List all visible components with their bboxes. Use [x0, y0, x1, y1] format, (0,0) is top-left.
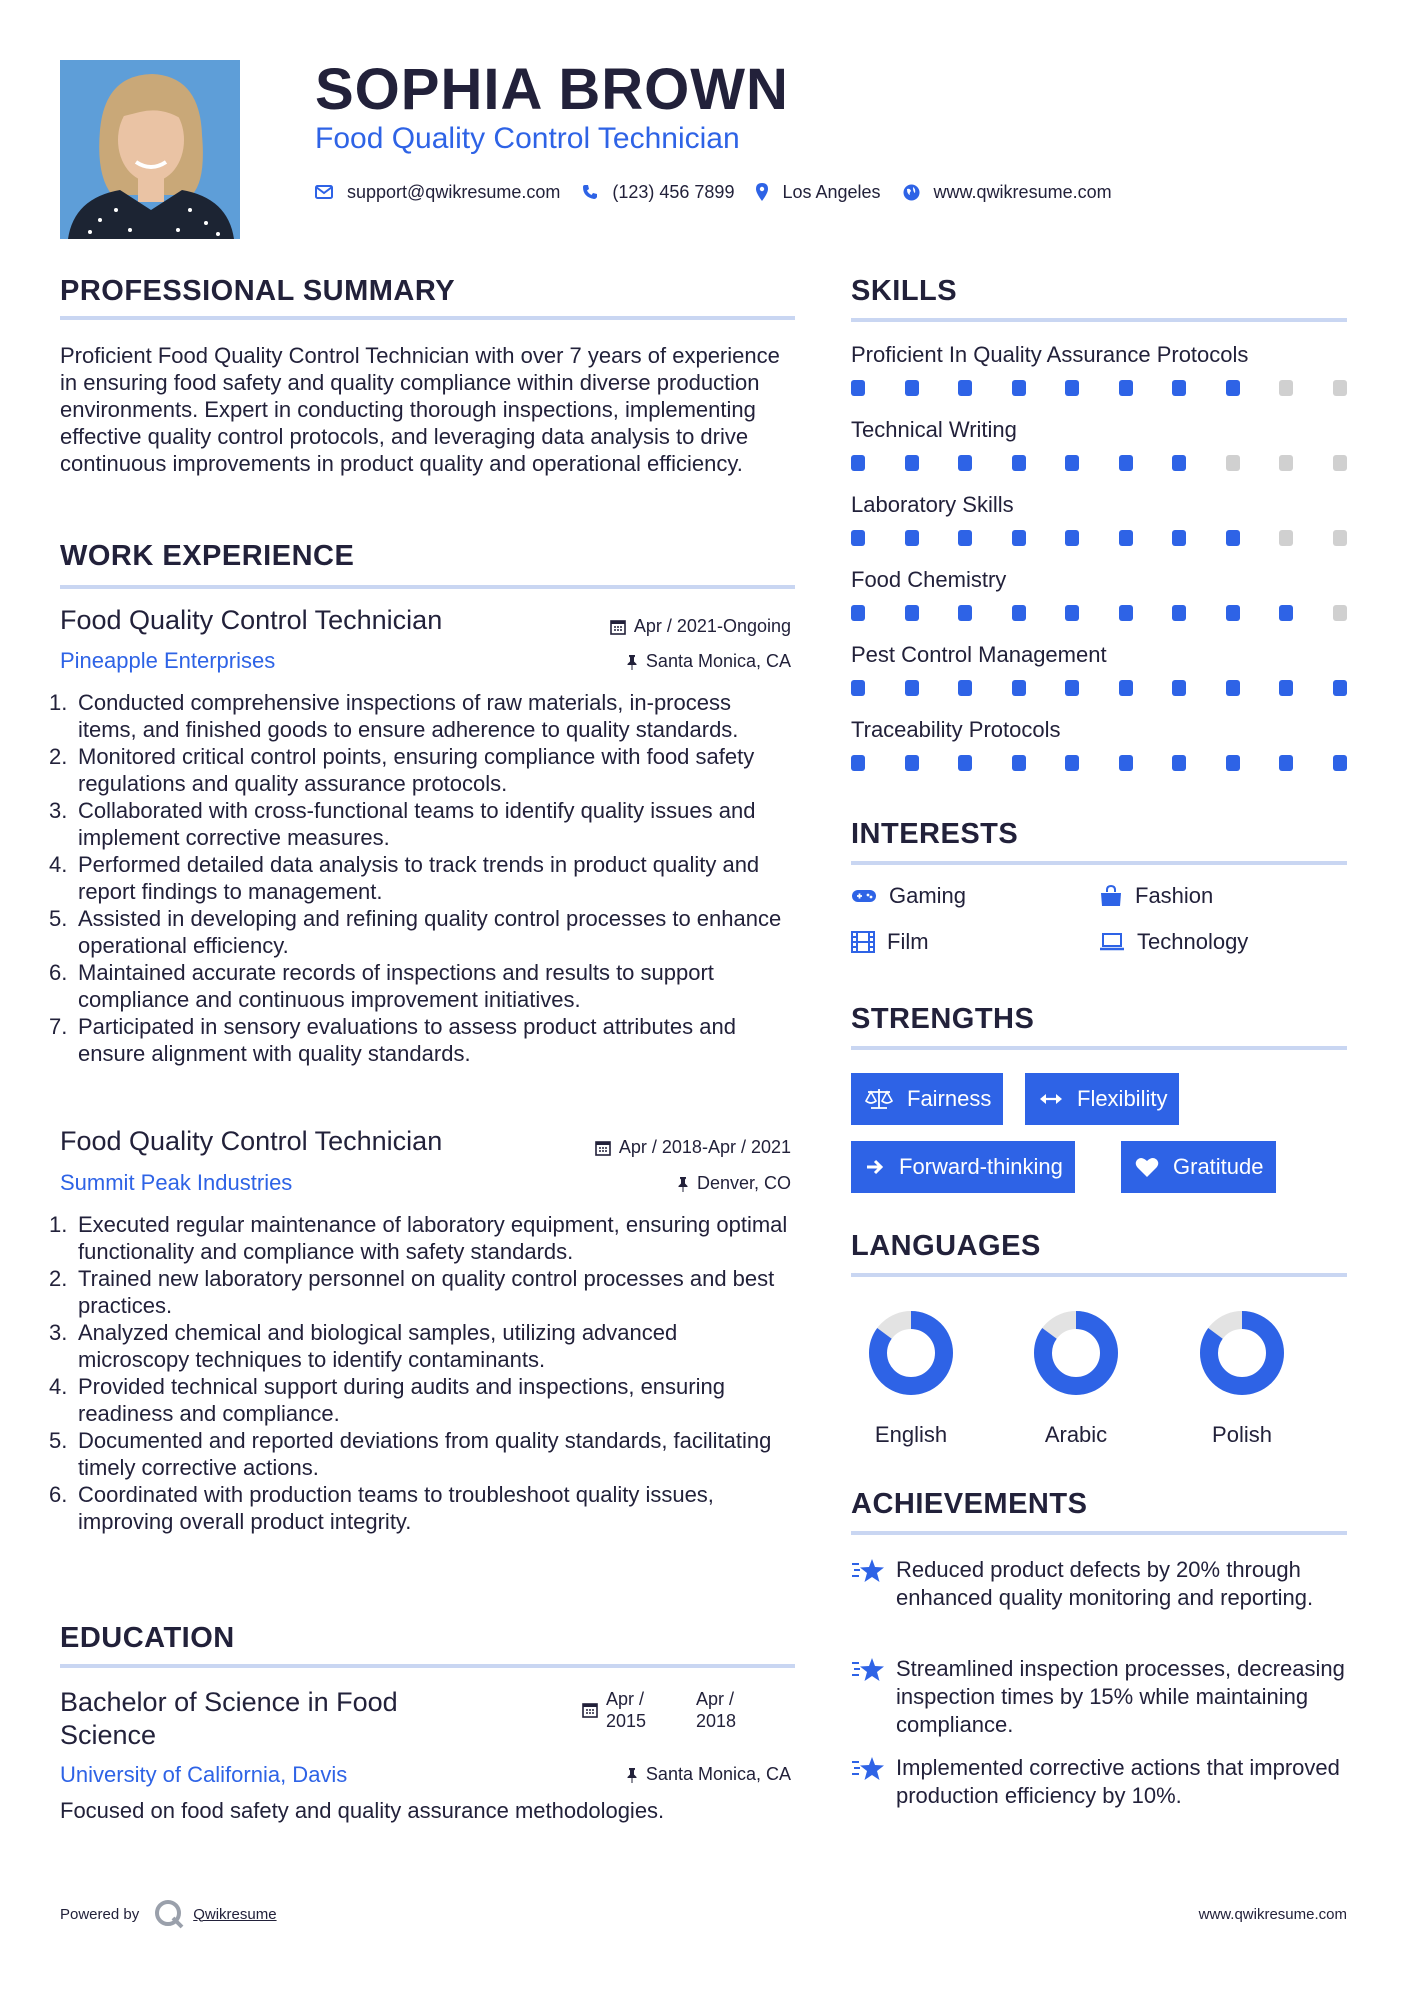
education-heading: EDUCATION: [60, 1622, 235, 1654]
balance-scale-icon: [865, 1088, 893, 1110]
languages-divider: [851, 1273, 1347, 1277]
skill-dot: [1226, 680, 1240, 696]
skill-dot: [1012, 530, 1026, 546]
achievements-heading: ACHIEVEMENTS: [851, 1488, 1088, 1520]
arrow-right-icon: [865, 1158, 885, 1176]
summary-heading: PROFESSIONAL SUMMARY: [60, 275, 456, 307]
education-location-text: Santa Monica, CA: [645, 1764, 791, 1784]
skill-dot: [1119, 380, 1133, 396]
skill-dot: [1279, 455, 1293, 471]
skill-dot: [1333, 380, 1347, 396]
star-icon: [851, 1756, 885, 1782]
achievement-item: [851, 1556, 1351, 1612]
education-end: Apr / 2018: [696, 1689, 737, 1731]
skill-dot: [1119, 680, 1133, 696]
skill-dot: [1012, 755, 1026, 771]
language-item: [1016, 1310, 1136, 1448]
skill-dot: [851, 605, 865, 621]
skill-dot: [1012, 455, 1026, 471]
interest-label: Film: [887, 929, 929, 954]
skill-rating: [851, 605, 1347, 621]
job-dates-text: Apr / 2018-Apr / 2021: [618, 1137, 791, 1157]
language-label: Arabic: [1044, 1422, 1108, 1447]
skill-dot: [1065, 455, 1079, 471]
skill-dot: [1065, 605, 1079, 621]
skill-dot: [958, 530, 972, 546]
job-bullets: [49, 689, 794, 1067]
school-name[interactable]: University of California, Davis: [60, 1762, 348, 1787]
interest-label: Technology: [1137, 929, 1249, 954]
skill-item: [851, 492, 1347, 546]
skill-dot: [1226, 455, 1240, 471]
candidate-title: Food Quality Control Technician: [315, 122, 740, 155]
skill-dot: [851, 755, 865, 771]
interest-label: Fashion: [1135, 883, 1214, 908]
phone-text: (123) 456 7899: [612, 181, 735, 202]
skill-dot: [851, 530, 865, 546]
skill-dot: [905, 455, 919, 471]
profile-photo: [60, 60, 240, 239]
list-item: 2. Monitored critical control points, ensuring compliance with food safety regulations and quality assurance protocols.: [49, 744, 755, 796]
job-dates: [595, 1137, 791, 1158]
job-bullets: [49, 1211, 794, 1535]
list-item: 6. Maintained accurate records of inspections and results to support compliance and continuous improvement initiatives.: [49, 960, 714, 1012]
strength-tag: [851, 1141, 1075, 1193]
education-location: [626, 1764, 791, 1785]
globe-icon: [903, 184, 920, 201]
achievements-divider: [851, 1531, 1347, 1535]
list-item: 6. Coordinated with production teams to troubleshoot quality issues, improving overall product integrity.: [49, 1482, 714, 1534]
achievement-text: Implemented corrective actions that improved production efficiency by 10%.: [896, 1755, 1340, 1808]
skill-item: [851, 642, 1347, 696]
language-donut: [868, 1310, 954, 1396]
skill-dot: [905, 380, 919, 396]
company-name[interactable]: Pineapple Enterprises: [60, 648, 276, 673]
skill-dot: [1279, 680, 1293, 696]
skill-label: Proficient In Quality Assurance Protocols: [851, 342, 1249, 367]
skill-dot: [1119, 455, 1133, 471]
skill-dot: [851, 380, 865, 396]
envelope-icon: [315, 185, 333, 199]
strength-label: Gratitude: [1173, 1154, 1264, 1179]
list-item: 5. Assisted in developing and refining quality control processes to enhance operational efficiency.: [49, 906, 782, 958]
achievement-item: [851, 1655, 1351, 1739]
interest-item: [1099, 883, 1213, 909]
contact-phone[interactable]: [582, 182, 734, 203]
summary-divider: [60, 316, 795, 320]
skill-dot: [958, 755, 972, 771]
laptop-icon: [1099, 932, 1125, 952]
skill-dot: [1172, 380, 1186, 396]
education-start: Apr / 2015: [606, 1689, 647, 1731]
interest-label: Gaming: [889, 883, 967, 908]
strength-label: Flexibility: [1077, 1086, 1168, 1111]
skills-heading: SKILLS: [851, 275, 958, 307]
skill-label: Pest Control Management: [851, 642, 1107, 667]
calendar-icon: [610, 619, 626, 635]
strength-tag: [851, 1073, 1003, 1125]
skill-dot: [1333, 755, 1347, 771]
contact-location: [756, 182, 880, 203]
job-location-text: Denver, CO: [696, 1173, 791, 1193]
education-divider: [60, 1664, 795, 1668]
skill-item: [851, 717, 1347, 771]
skill-dot: [1065, 680, 1079, 696]
skill-dot: [1226, 530, 1240, 546]
skill-dot: [1012, 380, 1026, 396]
list-item: 3. Collaborated with cross-functional teams to identify quality issues and implement corrective measures.: [49, 798, 756, 850]
pushpin-icon: [677, 1176, 689, 1192]
achievement-text: Reduced product defects by 20% through enhanced quality monitoring and reporting.: [896, 1557, 1314, 1610]
skill-dot: [1172, 530, 1186, 546]
list-item: 4. Performed detailed data analysis to track trends in product quality and report findings to management.: [49, 852, 760, 904]
skill-dot: [958, 455, 972, 471]
skill-item: [851, 417, 1347, 471]
skill-dot: [1119, 530, 1133, 546]
skill-rating: [851, 680, 1347, 696]
contact-website[interactable]: [903, 182, 1112, 203]
heart-icon: [1135, 1157, 1159, 1178]
skill-rating: [851, 530, 1347, 546]
contact-email[interactable]: [315, 182, 560, 203]
skill-dot: [1333, 530, 1347, 546]
interest-item: [851, 929, 929, 955]
star-icon: [851, 1657, 885, 1683]
powered-by-text: Powered by: [60, 1905, 140, 1923]
skill-rating: [851, 380, 1347, 396]
shopping-bag-icon: [1099, 885, 1123, 907]
strength-label: Forward-thinking: [899, 1154, 1063, 1179]
calendar-icon: [595, 1140, 611, 1156]
strengths-heading: STRENGTHS: [851, 1003, 1035, 1035]
experience-heading: WORK EXPERIENCE: [60, 540, 355, 572]
company-name[interactable]: Summit Peak Industries: [60, 1170, 293, 1195]
skill-dot: [1172, 455, 1186, 471]
skill-dot: [1226, 755, 1240, 771]
language-donut: [1033, 1310, 1119, 1396]
strength-tag: [1121, 1141, 1276, 1193]
list-item: 1. Executed regular maintenance of laboratory equipment, ensuring optimal functionality and compliance with safety standards.: [49, 1212, 788, 1264]
skill-dot: [1333, 455, 1347, 471]
job-location: [677, 1173, 791, 1194]
skill-dot: [1172, 605, 1186, 621]
job-location-text: Santa Monica, CA: [645, 651, 791, 671]
footer-website[interactable]: www.qwikresume.com: [1198, 1906, 1347, 1923]
skill-dot: [1172, 755, 1186, 771]
skill-dot: [1065, 530, 1079, 546]
skill-rating: [851, 455, 1347, 471]
skill-dot: [1279, 755, 1293, 771]
star-icon: [851, 1558, 885, 1584]
languages-heading: LANGUAGES: [851, 1230, 1041, 1262]
arrows-horizontal-icon: [1039, 1092, 1063, 1106]
skill-dot: [851, 455, 865, 471]
skill-label: Technical Writing: [851, 417, 1017, 442]
interests-heading: INTERESTS: [851, 818, 1019, 850]
job-dates: [610, 616, 791, 637]
list-item: 7. Participated in sensory evaluations to assess product attributes and ensure alignment with quality standards.: [49, 1014, 736, 1066]
skill-dot: [1065, 380, 1079, 396]
skill-dot: [958, 680, 972, 696]
film-icon: [851, 931, 875, 953]
skill-dot: [1279, 530, 1293, 546]
skill-label: Laboratory Skills: [851, 492, 1014, 517]
skills-divider: [851, 318, 1347, 322]
calendar-icon: [582, 1702, 598, 1718]
achievement-text: Streamlined inspection processes, decreasing inspection times by 15% while maintaining compliance.: [896, 1656, 1345, 1737]
job-title: Food Quality Control Technician: [60, 1126, 443, 1156]
candidate-name: SOPHIA BROWN: [315, 57, 789, 122]
qwikresume-logo-icon: [153, 1898, 185, 1930]
language-label: Polish: [1212, 1422, 1272, 1447]
phone-icon: [582, 184, 598, 200]
skill-item: [851, 567, 1347, 621]
footer-powered-by: [60, 1898, 277, 1930]
strength-tag: [1025, 1073, 1179, 1125]
skill-dot: [1333, 680, 1347, 696]
email-text: support@qwikresume.com: [347, 181, 561, 202]
qwikresume-link[interactable]: Qwikresume: [193, 1905, 277, 1923]
language-item: [1182, 1310, 1302, 1448]
education-description: Focused on food safety and quality assurance methodologies.: [60, 1798, 665, 1823]
pushpin-icon: [626, 654, 638, 670]
gamepad-icon: [851, 888, 877, 904]
skill-item: [851, 342, 1347, 396]
skill-dot: [958, 380, 972, 396]
skill-dot: [1279, 380, 1293, 396]
skill-label: Food Chemistry: [851, 567, 1007, 592]
skill-dot: [905, 605, 919, 621]
skill-dot: [905, 755, 919, 771]
list-item: 3. Analyzed chemical and biological samples, utilizing advanced microscopy techniques to identify contaminants.: [49, 1320, 678, 1372]
strength-label: Fairness: [907, 1086, 992, 1111]
skill-dot: [1333, 605, 1347, 621]
education-dates: [582, 1688, 786, 1732]
skill-rating: [851, 755, 1347, 771]
skill-dot: [1119, 755, 1133, 771]
language-donut: [1199, 1310, 1285, 1396]
interest-item: [1099, 929, 1248, 955]
skill-dot: [1172, 680, 1186, 696]
skill-dot: [905, 680, 919, 696]
experience-divider: [60, 585, 795, 589]
job-title: Food Quality Control Technician: [60, 605, 443, 635]
list-item: 1. Conducted comprehensive inspections of raw materials, in-process items, and finished goods to ensure adherence to quality standards.: [49, 690, 739, 742]
skill-dot: [1065, 755, 1079, 771]
list-item: 4. Provided technical support during audits and inspections, ensuring readiness and compliance.: [49, 1374, 725, 1426]
job-dates-text: Apr / 2021-Ongoing: [633, 616, 791, 636]
skill-dot: [1226, 380, 1240, 396]
interest-item: [851, 883, 966, 909]
skill-dot: [1226, 605, 1240, 621]
summary-text: Proficient Food Quality Control Technician with over 7 years of experience in ensuring food safety and quality compliance within diverse production environments. Expert in conducting thorough inspections, implementing effective quality control protocols, and leveraging data analysis to drive continuous improvements in product quality and operational efficiency.: [60, 343, 780, 476]
achievement-item: [851, 1754, 1351, 1810]
degree-title: Bachelor of Science in Food Science: [60, 1687, 398, 1750]
skill-dot: [1012, 680, 1026, 696]
map-marker-icon: [756, 183, 768, 201]
location-text: Los Angeles: [782, 181, 881, 202]
list-item: 2. Trained new laboratory personnel on quality control processes and best practices.: [49, 1266, 775, 1318]
skill-dot: [1279, 605, 1293, 621]
skill-dot: [1119, 605, 1133, 621]
contact-bar: [315, 180, 1134, 204]
skill-dot: [958, 605, 972, 621]
language-item: [851, 1310, 971, 1448]
pushpin-icon: [626, 1767, 638, 1783]
website-text: www.qwikresume.com: [933, 181, 1112, 202]
skill-label: Traceability Protocols: [851, 717, 1061, 742]
skill-dot: [851, 680, 865, 696]
skill-dot: [1012, 605, 1026, 621]
interests-divider: [851, 861, 1347, 865]
language-label: English: [874, 1422, 948, 1447]
strengths-divider: [851, 1046, 1347, 1050]
skill-dot: [905, 530, 919, 546]
job-location: [626, 651, 791, 672]
list-item: 5. Documented and reported deviations from quality standards, facilitating timely corrective actions.: [49, 1428, 772, 1480]
